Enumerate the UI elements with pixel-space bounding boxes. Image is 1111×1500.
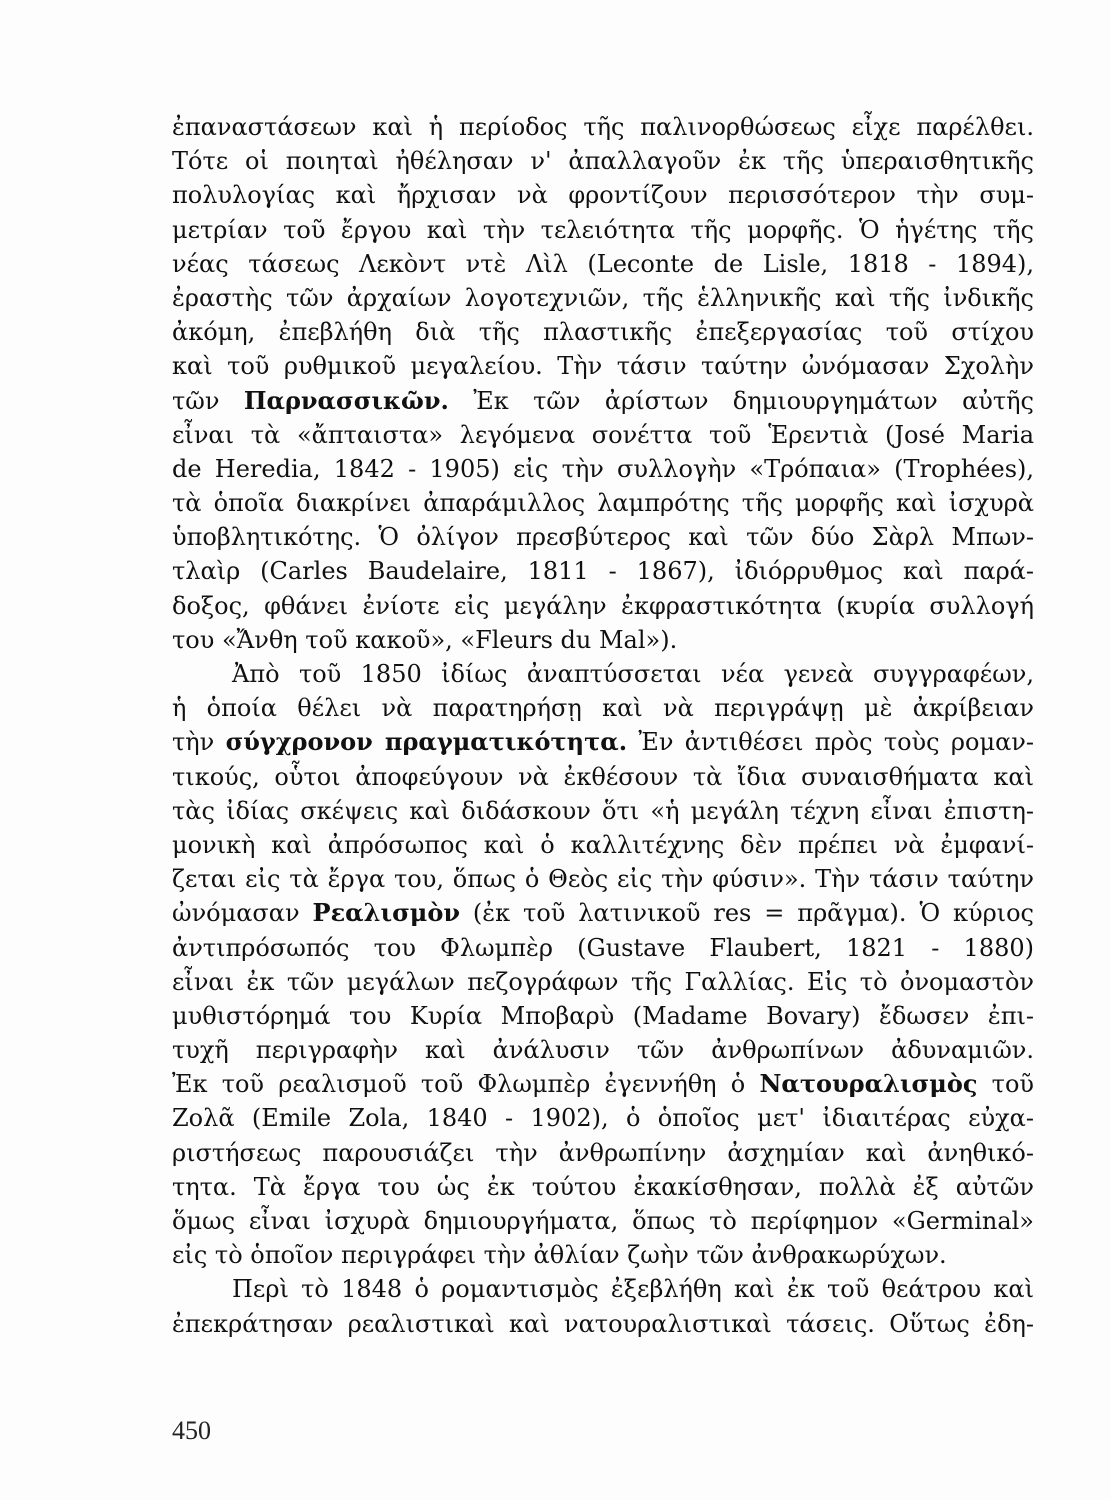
text-line: μονικὴ καὶ ἀπρόσωπος καὶ ὁ καλλιτέχνης δὲν πρέπει νὰ ἐμφανί- [172,830,1034,859]
text-line: ἐραστὴς τῶν ἀρχαίων λογοτεχνιῶν, τῆς ἑλληνικῆς καὶ τῆς ἰνδικῆς [172,283,1034,312]
text-line: ὅμως εἶναι ἰσχυρὰ δημιουργήματα, ὅπως τὸ περίφημον «Germinal» [172,1207,1034,1235]
text-line: εἶναι ἐκ τῶν μεγάλων πεζογράφων τῆς Γαλλίας. Εἰς τὸ ὀνομαστὸν [172,967,1034,996]
text-line: ἡ ὁποία θέλει νὰ παρατηρήσῃ καὶ νὰ περιγράψῃ μὲ ἀκρίβειαν [172,694,1034,723]
text-line: εἰς τὸ ὁποῖον περιγράφει τὴν ἀθλίαν ζωὴν τῶν ἀνθρακωρύχων. [172,1241,947,1270]
text-line: νέας τάσεως Λεκὸντ ντὲ Λὶλ (Leconte de Lisle, 1818 - 1894), [172,249,1034,278]
text-line: ἀντιπρόσωπός του Φλωμπὲρ (Gustave Flaubert, 1821 - 1880) [172,933,1034,962]
text-segment: (ἐκ τοῦ λατινικοῦ res = πρᾶγμα). Ὁ κύριος [459,899,1034,928]
text-line: τὰς ἰδίας σκέψεις καὶ διδάσκουν ὅτι «ἡ μεγάλη τέχνη εἶναι ἐπιστη- [172,796,1034,825]
text-line: μυθιστόρημά του Κυρία Μποβαρὺ (Madame Bovary) ἔδωσεν ἐπι- [172,1001,1034,1030]
text-line [172,896,1034,930]
text-line: του «Ἄνθη τοῦ κακοῦ», «Fleurs du Mal»). [172,625,678,654]
bold-term-realism: Ρεαλισμὸν [312,898,460,928]
text-line: Περὶ τὸ 1848 ὁ ρομαντισμὸς ἐξεβλήθη καὶ ἐκ τοῦ θεάτρου καὶ [232,1275,1034,1304]
text-line: ἐπαναστάσεων καὶ ἡ περίοδος τῆς παλινορθώσεως εἶχε παρέλθει. [172,113,1034,141]
text-line [172,1067,1034,1101]
text-segment: τὴν [172,728,226,757]
text-line [172,384,1034,418]
text-segment: Ἐν ἀντιθέσει πρὸς τοὺς ρομαν- [627,728,1034,757]
text-line: ριστήσεως παρουσιάζει τὴν ἀνθρωπίνην ἀσχημίαν καὶ ἀνηθικό- [172,1138,1034,1167]
bold-term-contemporary-reality: σύγχρονον πραγματικότητα. [225,727,628,757]
text-segment: τῶν [172,386,244,415]
text-line: τλαὶρ (Carles Baudelaire, 1811 - 1867), ἰδιόρρυθμος καὶ παρά- [172,557,1034,586]
text-line: ζεται εἰς τὰ ἔργα του, ὅπως ὁ Θεὸς εἰς τὴν φύσιν». Τὴν τάσιν ταύτην [172,865,1034,894]
text-line: τικούς, οὗτοι ἀποφεύγουν νὰ ἐκθέσουν τὰ ἴδια συναισθήματα καὶ [172,762,1034,791]
text-segment: ὠνόμασαν [172,899,313,928]
page-number: 450 [172,1416,211,1445]
text-segment: Ἐκ τῶν ἀρίστων δημιουργημάτων αὐτῆς [448,386,1034,415]
text-line: ἐπεκράτησαν ρεαλιστικαὶ καὶ νατουραλιστικαὶ τάσεις. Οὕτως ἐδη- [172,1309,1034,1338]
text-line: τητα. Τὰ ἔργα του ὡς ἐκ τούτου ἐκακίσθησαν, πολλὰ ἐξ αὐτῶν [172,1172,1034,1201]
text-line: τυχῆ περιγραφὴν καὶ ἀνάλυσιν τῶν ἀνθρωπίνων ἀδυναμιῶν. [172,1036,1034,1065]
text-line: καὶ τοῦ ρυθμικοῦ μεγαλείου. Τὴν τάσιν ταύτην ὠνόμασαν Σχολὴν [172,352,1034,381]
text-line: Τότε οἱ ποιηταὶ ἠθέλησαν ν' ἀπαλλαγοῦν ἐκ τῆς ὑπεραισθητικῆς [172,147,1034,176]
bold-term-parnassians: Παρνασσικῶν. [243,385,449,415]
bold-term-naturalism: Νατουραλισμὸς [759,1069,978,1099]
text-line: de Heredia, 1842 - 1905) εἰς τὴν συλλογὴν «Τρόπαια» (Trophées), [172,454,1034,483]
text-segment: τοῦ [977,1070,1034,1099]
text-segment: Ἐκ τοῦ ρεαλισμοῦ τοῦ Φλωμπὲρ ἐγεννήθη ὁ [172,1070,760,1099]
body-text [172,110,1034,1341]
text-line: Ζολᾶ (Emile Zola, 1840 - 1902), ὁ ὁποῖος μετ' ἰδιαιτέρας εὐχα- [172,1104,1034,1133]
text-line: Ἀπὸ τοῦ 1850 ἰδίως ἀναπτύσσεται νέα γενεὰ συγγραφέων, [232,660,1034,688]
text-line: ὑποβλητικότης. Ὁ ὀλίγον πρεσβύτερος καὶ τῶν δύο Σὰρλ Μπων- [172,523,1034,552]
text-line: τὰ ὁποῖα διακρίνει ἀπαράμιλλος λαμπρότης τῆς μορφῆς καὶ ἰσχυρὰ [172,489,1034,518]
text-line: ἀκόμη, ἐπεβλήθη διὰ τῆς πλαστικῆς ἐπεξεργασίας τοῦ στίχου [172,318,1034,347]
text-line: εἶναι τὰ «ἄπταιστα» λεγόμενα σονέττα τοῦ Ἑρεντιὰ (José Maria [172,420,1034,449]
text-line: δοξος, φθάνει ἐνίοτε εἰς μεγάλην ἐκφραστικότητα (κυρία συλλογή [172,591,1034,620]
text-line: πολυλογίας καὶ ἤρχισαν νὰ φροντίζουν περισσότερον τὴν συμ- [172,181,1034,210]
text-line: μετρίαν τοῦ ἔργου καὶ τὴν τελειότητα τῆς μορφῆς. Ὁ ἡγέτης τῆς [172,215,1034,244]
text-line [172,725,1034,759]
